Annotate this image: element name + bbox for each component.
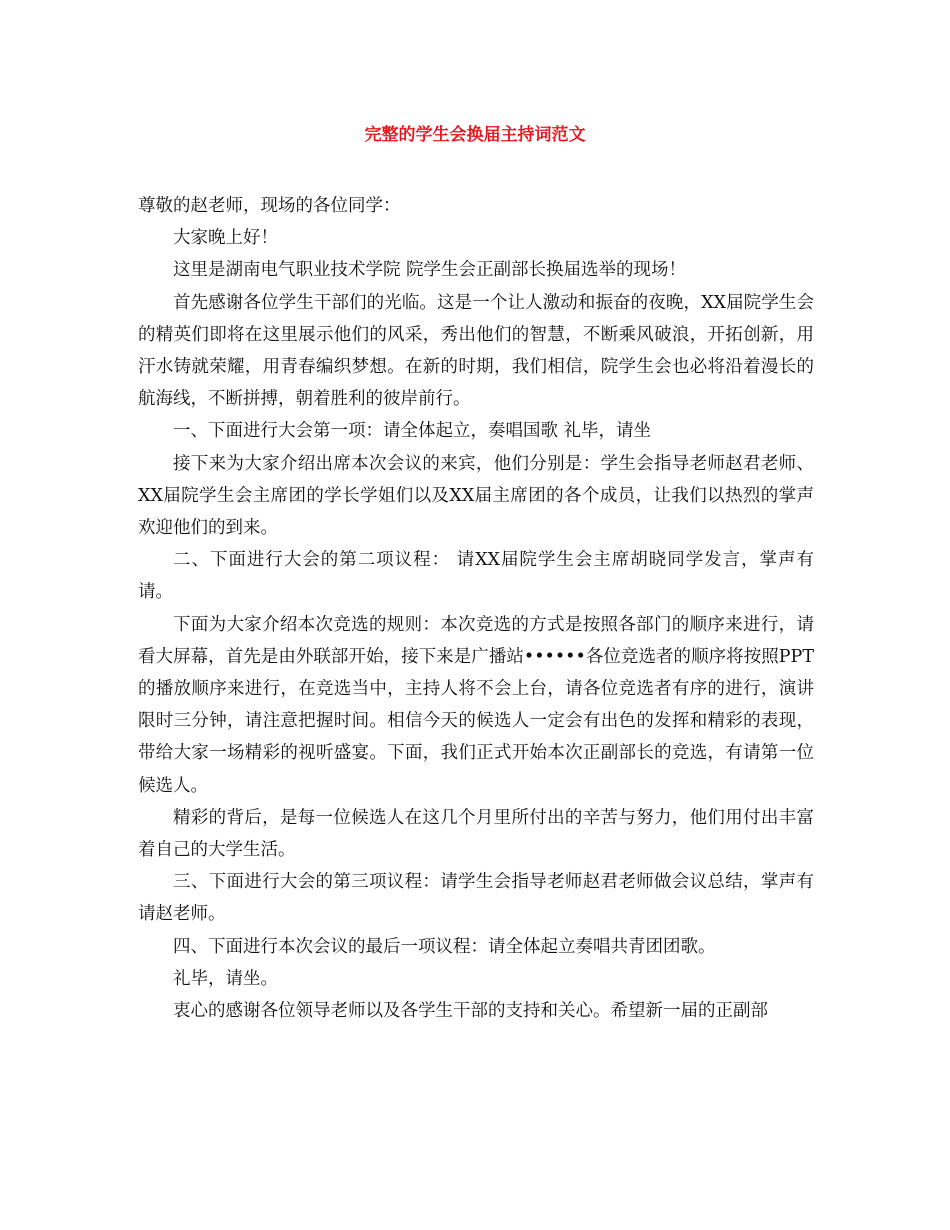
paragraph: 首先感谢各位学生干部们的光临。这是一个让人激动和振奋的夜晚，XX届院学生会的精英们即将在这里展示他们的风采，秀出他们的智慧，不断乘风破浪，开拓创新，用汗水铸就荣耀，用青春编织梦想。在新的时期，我们相信，院学生会也必将沿着漫长的航海线，不断拼搏，朝着胜利的彼岸前行。 <box>138 292 814 410</box>
agenda-item-4: 四、下面进行本次会议的最后一项议程：请全体起立奏唱共青团团歌。 <box>173 936 716 957</box>
paragraph: 精彩的背后，是每一位候选人在这几个月里所付出的辛苦与努力，他们用付出丰富着自己的大学生活。 <box>138 807 814 861</box>
paragraph: 接下来为大家介绍出席本次会议的来宾，他们分别是：学生会指导老师赵君老师、XX届院学生会主席团的学长学姐们以及XX届主席团的各个成员，让我们以热烈的掌声欢迎他们的到来。 <box>138 453 814 539</box>
paragraph: 衷心的感谢各位领导老师以及各学生干部的支持和关心。希望新一届的正副部 <box>173 1001 768 1022</box>
document-title: 完整的学生会换届主持词范文 <box>364 125 586 145</box>
agenda-item-1: 一、下面进行大会第一项：请全体起立，奏唱国歌 礼毕，请坐 <box>173 421 652 442</box>
greeting: 大家晚上好！ <box>173 228 278 249</box>
document-body <box>138 190 814 1027</box>
paragraph: 下面为大家介绍本次竞选的规则：本次竞选的方式是按照各部门的顺序来进行，请看大屏幕，首先是由外联部开始，接下来是广播站••••••各位竞选者的顺序将按照PPT的播放顺序来进行，在竞选当中，主持人将不会上台，请各位竞选者有序的进行，演讲限时三分钟，请注意把握时间。相信今天的候选人一定会有出色的发挥和精彩的表现，带给大家一场精彩的视听盛宴。下面，我们正式开始本次正副部长的竞选，有请第一位候选人。 <box>138 614 814 796</box>
agenda-item-2: 二、下面进行大会的第二项议程： 请XX届院学生会主席胡晓同学发言，掌声有请。 <box>138 550 814 603</box>
paragraph: 礼毕，请坐。 <box>173 968 278 989</box>
paragraph: 这里是湖南电气职业技术学院 院学生会正副部长换届选举的现场！ <box>173 260 687 281</box>
salutation: 尊敬的赵老师，现场的各位同学： <box>138 196 401 216</box>
agenda-item-3: 三、下面进行大会的第三项议程：请学生会指导老师赵君老师做会议总结，掌声有请赵老师。 <box>138 872 814 925</box>
